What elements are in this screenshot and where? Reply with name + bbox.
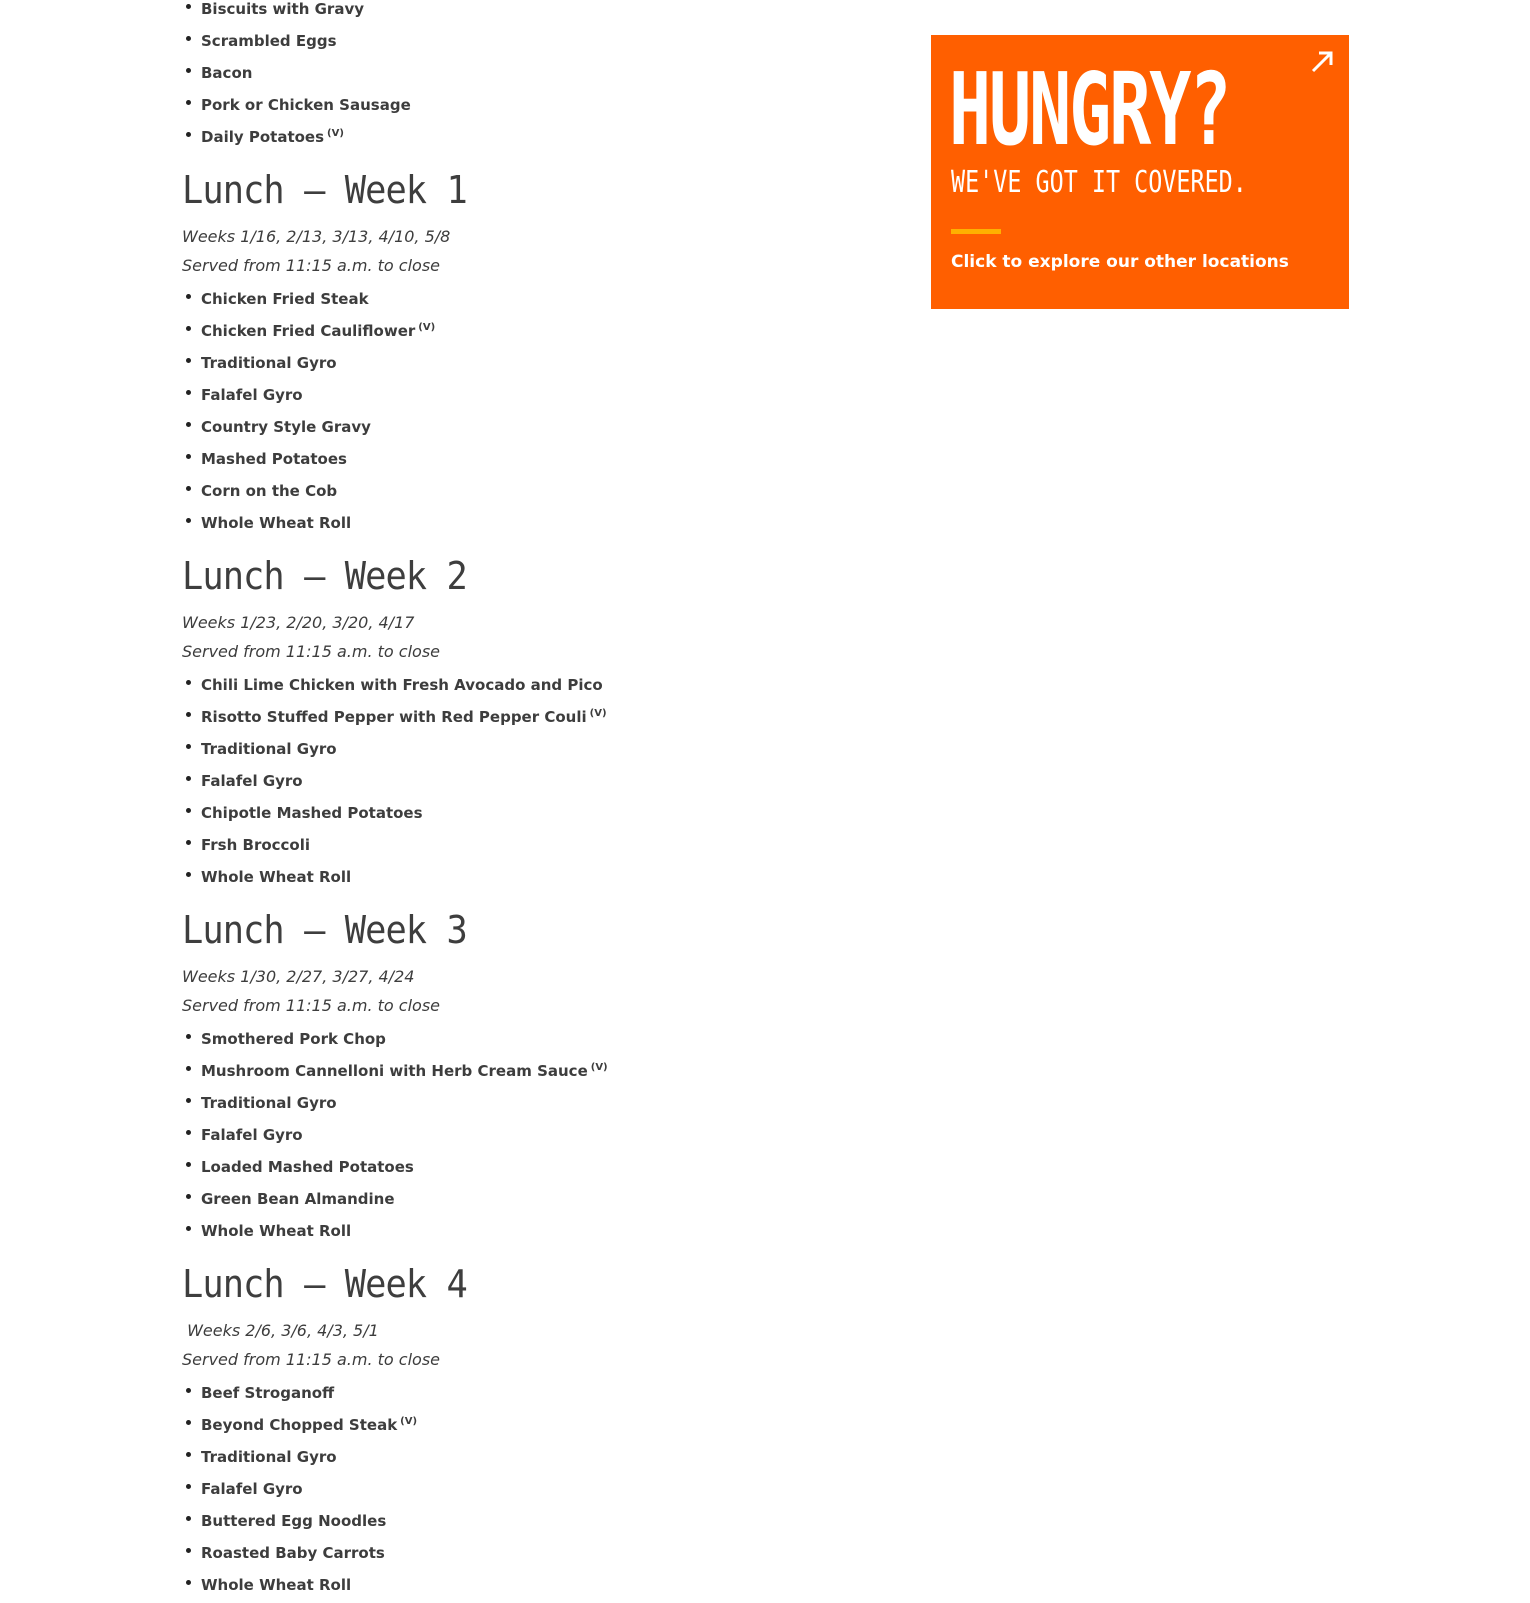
item-name: Whole Wheat Roll bbox=[201, 1222, 352, 1240]
item-name: Daily Potatoes bbox=[201, 128, 325, 146]
served-time: Served from 11:15 a.m. to close bbox=[182, 996, 441, 1015]
item-name: Mashed Potatoes bbox=[201, 450, 347, 468]
lunch-week-4 bbox=[182, 1262, 882, 1598]
item-name: Pork or Chicken Sausage bbox=[201, 96, 411, 114]
list-item bbox=[182, 826, 882, 858]
list-item bbox=[182, 376, 882, 408]
explore-locations-link[interactable]: Click to explore our other locations bbox=[951, 252, 1289, 272]
item-name: Buttered Egg Noodles bbox=[201, 1512, 387, 1530]
section-heading: Lunch – Week 3 bbox=[182, 908, 467, 952]
served-time: Served from 11:15 a.m. to close bbox=[182, 642, 441, 661]
list-item bbox=[182, 22, 882, 54]
vegetarian-badge: (V) bbox=[590, 1062, 608, 1073]
list-item bbox=[182, 1116, 882, 1148]
list-item bbox=[182, 1406, 882, 1438]
list-item bbox=[182, 1534, 882, 1566]
list-item bbox=[182, 1502, 882, 1534]
list-item bbox=[182, 280, 882, 312]
item-name: Chili Lime Chicken with Fresh Avocado and Pico bbox=[201, 676, 603, 694]
list-item bbox=[182, 440, 882, 472]
list-item bbox=[182, 1212, 882, 1244]
item-name: Chicken Fried Steak bbox=[201, 290, 369, 308]
promo-divider bbox=[951, 229, 1001, 234]
item-name: Falafel Gyro bbox=[201, 386, 303, 404]
weeks-dates: Weeks 1/30, 2/27, 3/27, 4/24 bbox=[182, 967, 415, 986]
item-name: Traditional Gyro bbox=[201, 1094, 337, 1112]
breakfast-list bbox=[182, 0, 882, 150]
item-name: Mushroom Cannelloni with Herb Cream Sauce bbox=[201, 1062, 588, 1080]
item-name: Falafel Gyro bbox=[201, 772, 303, 790]
list-item bbox=[182, 1052, 882, 1084]
list-item bbox=[182, 312, 882, 344]
list-item bbox=[182, 1148, 882, 1180]
list-item bbox=[182, 730, 882, 762]
item-name: Traditional Gyro bbox=[201, 740, 337, 758]
item-name: Country Style Gravy bbox=[201, 418, 371, 436]
lunch-list bbox=[182, 280, 882, 536]
lunch-week-1 bbox=[182, 168, 882, 536]
lunch-week-2 bbox=[182, 554, 882, 890]
list-item bbox=[182, 1020, 882, 1052]
section-heading: Lunch – Week 1 bbox=[182, 168, 467, 212]
item-name: Biscuits with Gravy bbox=[201, 0, 364, 18]
item-name: Bacon bbox=[201, 64, 253, 82]
lunch-list bbox=[182, 1020, 882, 1244]
external-arrow-icon bbox=[1309, 49, 1335, 75]
promo-title: HUNGRY? bbox=[949, 51, 1230, 168]
served-time: Served from 11:15 a.m. to close bbox=[182, 256, 441, 275]
item-name: Beef Stroganoff bbox=[201, 1384, 335, 1402]
item-name: Falafel Gyro bbox=[201, 1480, 303, 1498]
list-item bbox=[182, 1180, 882, 1212]
list-item bbox=[182, 1470, 882, 1502]
item-name: Risotto Stuffed Pepper with Red Pepper Couli bbox=[201, 708, 587, 726]
item-name: Falafel Gyro bbox=[201, 1126, 303, 1144]
lunch-week-3 bbox=[182, 908, 882, 1244]
weeks-dates: Weeks 1/16, 2/13, 3/13, 4/10, 5/8 bbox=[182, 227, 451, 246]
item-name: Chicken Fried Cauliflower bbox=[201, 322, 416, 340]
item-name: Smothered Pork Chop bbox=[201, 1030, 386, 1048]
item-name: Scrambled Eggs bbox=[201, 32, 337, 50]
lunch-list bbox=[182, 666, 882, 890]
lunch-list bbox=[182, 1374, 882, 1598]
weeks-dates: Weeks 1/23, 2/20, 3/20, 4/17 bbox=[182, 613, 415, 632]
item-name: Traditional Gyro bbox=[201, 354, 337, 372]
list-item bbox=[182, 762, 882, 794]
list-item bbox=[182, 1438, 882, 1470]
item-name: Traditional Gyro bbox=[201, 1448, 337, 1466]
item-name: Beyond Chopped Steak bbox=[201, 1416, 398, 1434]
menu-column bbox=[182, 0, 882, 1598]
weeks-dates: Weeks 2/6, 3/6, 4/3, 5/1 bbox=[182, 1321, 379, 1340]
list-item bbox=[182, 1566, 882, 1598]
breakfast-block bbox=[182, 0, 882, 150]
list-item bbox=[182, 1374, 882, 1406]
vegetarian-badge: (V) bbox=[418, 322, 436, 333]
list-item bbox=[182, 472, 882, 504]
list-item bbox=[182, 344, 882, 376]
locations-promo-card[interactable] bbox=[931, 35, 1349, 309]
promo-subtitle: WE'VE GOT IT COVERED. bbox=[951, 165, 1247, 200]
list-item bbox=[182, 54, 882, 86]
list-item bbox=[182, 504, 882, 536]
item-name: Whole Wheat Roll bbox=[201, 1576, 352, 1594]
list-item bbox=[182, 86, 882, 118]
vegetarian-badge: (V) bbox=[400, 1416, 418, 1427]
item-name: Green Bean Almandine bbox=[201, 1190, 395, 1208]
item-name: Frsh Broccoli bbox=[201, 836, 311, 854]
list-item bbox=[182, 1084, 882, 1116]
item-name: Chipotle Mashed Potatoes bbox=[201, 804, 423, 822]
item-name: Whole Wheat Roll bbox=[201, 514, 352, 532]
section-heading: Lunch – Week 2 bbox=[182, 554, 467, 598]
item-name: Corn on the Cob bbox=[201, 482, 338, 500]
list-item bbox=[182, 0, 882, 22]
item-name: Roasted Baby Carrots bbox=[201, 1544, 385, 1562]
item-name: Loaded Mashed Potatoes bbox=[201, 1158, 414, 1176]
list-item bbox=[182, 858, 882, 890]
list-item bbox=[182, 666, 882, 698]
vegetarian-badge: (V) bbox=[327, 128, 344, 139]
list-item bbox=[182, 698, 882, 730]
list-item bbox=[182, 118, 882, 150]
list-item bbox=[182, 794, 882, 826]
section-heading: Lunch – Week 4 bbox=[182, 1262, 467, 1306]
served-time: Served from 11:15 a.m. to close bbox=[182, 1350, 441, 1369]
vegetarian-badge: (V) bbox=[589, 708, 607, 719]
item-name: Whole Wheat Roll bbox=[201, 868, 352, 886]
list-item bbox=[182, 408, 882, 440]
